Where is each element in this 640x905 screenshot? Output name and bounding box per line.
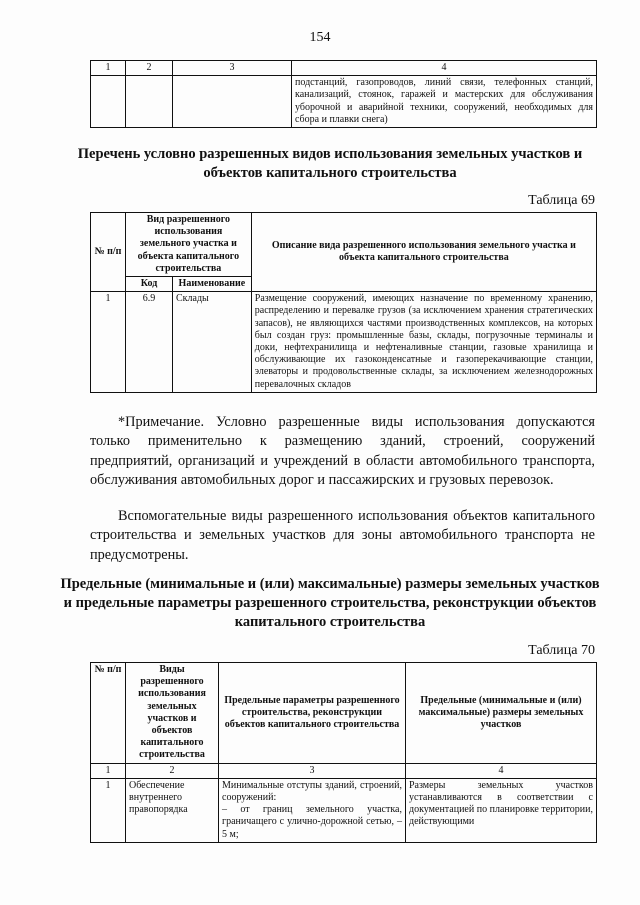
header-params: Предельные параметры разрешенного строительства, реконструкции объектов капитального строительства (219, 663, 406, 764)
table-row (91, 61, 597, 76)
col-number-3: 3 (219, 763, 406, 778)
row-params-line2: – от границ земельного участка, граничащего с улично-дорожной сетью, – 5 м; (222, 804, 402, 840)
col-number-1: 1 (91, 763, 126, 778)
table-70 (90, 662, 597, 843)
heading-conditional-uses: Перечень условно разрешенных видов использования земельных участков и объектов капитального строительства (77, 146, 583, 181)
table-continuation (90, 60, 597, 128)
empty-cell (126, 76, 173, 128)
table-row (91, 763, 597, 778)
table-header-row (91, 213, 597, 277)
heading-limit-parameters: Предельные (минимальные и (или) максимальные) размеры земельных участков и предельные параметры разрешенного строительства, реконструкции объектов капитального строительства (60, 576, 600, 630)
header-type: Вид разрешенного использования земельного участка и объекта капитального строительства (126, 213, 252, 277)
row-desc: Размещение сооружений, имеющих назначение по временному хранению, распределению и перевалке грузов (за исключением хранения стратегических запасов), не являющихся частями производственных комплексов, на которых был создан груз: промышленные базы, склады, погрузочные терминалы и доки, нефтехранилища и нефтеналивные станции, газовые хранилища и обслуживающие их газоконденсатные и газоперекачивающие станции, элеваторы и продовольственные склады, за исключением железнодорожных перевалочных складов (251, 292, 596, 393)
col-number-2: 2 (126, 61, 173, 76)
row-num: 1 (91, 292, 126, 393)
header-type: Виды разрешенного использования земельных участков и объектов капитального строительства (126, 663, 219, 764)
row-text: подстанций, газопроводов, линий связи, телефонных станций, канализаций, стоянок, гаражей и мастерских для обслуживания уборочной и аварийной техники, сооружений, необходимых для сбора и плавки снега) (292, 76, 597, 128)
col-number-2: 2 (126, 763, 219, 778)
col-number-3: 3 (173, 61, 292, 76)
table-69 (90, 212, 597, 393)
col-number-4: 4 (406, 763, 597, 778)
row-params-line1: Минимальные отступы зданий, строений, сооружений: (222, 779, 402, 804)
header-sizes: Предельные (минимальные и (или) максимальные) размеры земельных участков (406, 663, 597, 764)
table-69-label: Таблица 69 (528, 193, 595, 208)
row-params (219, 778, 406, 842)
row-code: 6.9 (126, 292, 173, 393)
col-number-4: 4 (292, 61, 597, 76)
note-paragraph (90, 413, 595, 490)
empty-cell (173, 76, 292, 128)
header-code: Код (126, 277, 173, 292)
header-name: Наименование (173, 277, 252, 292)
table-header-row (91, 663, 597, 764)
row-sizes: Размеры земельных участков устанавливаются в соответствии с документацией по планировке территории, действующими (406, 778, 597, 842)
note-text: *Примечание. Условно разрешенные виды использования допускаются только применительно к размещению зданий, строений, сооружений предприятий, организаций и учреждений в области автомобильного транспорта, обслуживания автомобильных дорог и пассажирских и грузовых перевозок. (90, 414, 595, 488)
table-row (91, 292, 597, 393)
header-desc: Описание вида разрешенного использования земельного участка и объекта капитального строительства (251, 213, 596, 292)
header-num: № п/п (91, 663, 126, 764)
table-row (91, 778, 597, 842)
row-num: 1 (91, 778, 126, 842)
table-row (91, 76, 597, 128)
empty-cell (91, 76, 126, 128)
row-type: Обеспечение внутреннего правопорядка (126, 778, 219, 842)
row-name: Склады (173, 292, 252, 393)
col-number-1: 1 (91, 61, 126, 76)
paragraph-auxiliary-text: Вспомогательные виды разрешенного использования объектов капитального строительства и земельных участков для зоны автомобильного транспорта не предусмотрены. (90, 508, 595, 563)
table-70-label: Таблица 70 (528, 643, 595, 658)
header-num: № п/п (91, 213, 126, 292)
paragraph-auxiliary (90, 507, 595, 565)
page-number: 154 (309, 30, 331, 45)
